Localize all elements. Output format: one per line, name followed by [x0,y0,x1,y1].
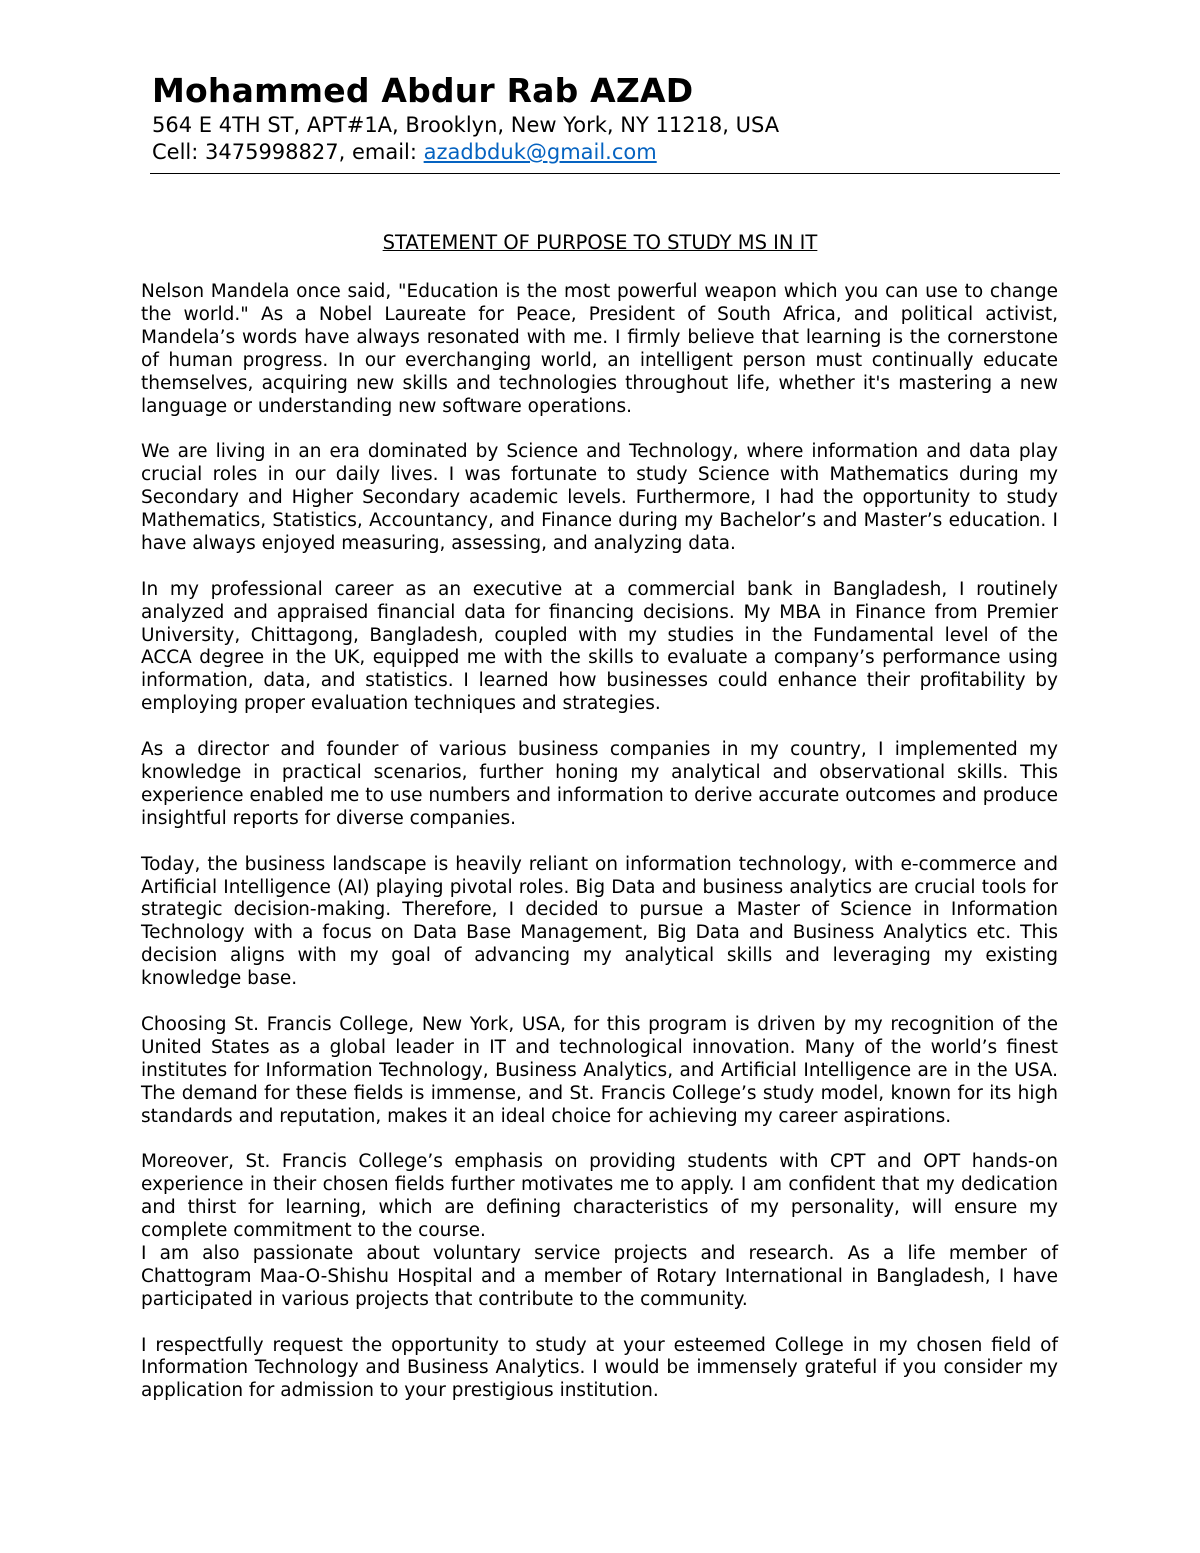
applicant-address: 564 E 4TH ST, APT#1A, Brooklyn, New York, NY 11218, USA [152,113,780,137]
document-title: STATEMENT OF PURPOSE TO STUDY MS IN IT [382,231,818,254]
letterhead [152,70,1060,166]
header-divider [150,173,1060,174]
applicant-name: Mohammed Abdur Rab AZAD [152,71,694,110]
paragraph-closing-request: I respectfully request the opportunity to study at your esteemed College in my chosen field of Information Technology and Business Analytics. I would be immensely grateful if you consider my application for admission to your prestigious institution. [141,1334,1058,1402]
paragraph-business-landscape: Today, the business landscape is heavily reliant on information technology, with e-commerce and Artificial Intelligence (AI) playing pivotal roles. Big Data and business analytics are crucial tools for strategic decision-making. Therefore, I decided to pursue a Master of Science in Information Technology with a focus on Data Base Management, Big Data and Business Analytics etc. This decision aligns with my goal of advancing my analytical skills and leveraging my existing knowledge base. [141,853,1058,990]
paragraph-professional-career: In my professional career as an executive at a commercial bank in Bangladesh, I routinely analyzed and appraised financial data for financing decisions. My MBA in Finance from Premier University, Chittagong, Bangladesh, coupled with my studies in the Fundamental level of the ACCA degree in the UK, equipped me with the skills to evaluate a company’s performance using information, data, and statistics. I learned how businesses could enhance their profitability by employing proper evaluation techniques and strategies. [141,578,1058,715]
email-link[interactable]: azadbduk@gmail.com [423,140,657,164]
paragraph-mandela-quote: Nelson Mandela once said, "Education is the most powerful weapon which you can use to change the world." As a Nobel Laureate for Peace, President of South Africa, and political activist, Mandela’s words have always resonated with me. I firmly believe that learning is the cornerstone of human progress. In our everchanging world, an intelligent person must continually educate themselves, acquiring new skills and technologies throughout life, whether it's mastering a new language or understanding new software operations. [141,281,1058,417]
document-body [141,281,1058,1426]
paragraph-choosing-college: Choosing St. Francis College, New York, USA, for this program is driven by my recognition of the United States as a global leader in IT and technological innovation. Many of the world’s finest institutes for Information Technology, Business Analytics, and Artificial Intelligence are in the USA. The demand for these fields is immense, and St. Francis College’s study model, known for its high standards and reputation, makes it an ideal choice for achieving my career aspirations. [141,1013,1058,1127]
applicant-contact [152,139,1060,166]
contact-prefix: Cell: 3475998827, email: [152,140,424,164]
paragraph-director-founder: As a director and founder of various business companies in my country, I implemented my knowledge in practical scenarios, further honing my analytical and observational skills. This experience enabled me to use numbers and information to derive accurate outcomes and produce insightful reports for diverse companies. [141,739,1058,829]
paragraph-cpt-opt: Moreover, St. Francis College’s emphasis on providing students with CPT and OPT hands-on experience in their chosen fields further motivates me to apply. I am confident that my dedication and thirst for learning, which are defining characteristics of my personality, will ensure my complete commitment to the course. [141,1151,1058,1242]
paragraph-voluntary-service: I am also passionate about voluntary service projects and research. As a life member of Chattogram Maa-O-Shishu Hospital and a member of Rotary International in Bangladesh, I have participated in various projects that contribute to the community. [141,1242,1058,1310]
paragraph-science-technology: We are living in an era dominated by Science and Technology, where information and data play crucial roles in our daily lives. I was fortunate to study Science with Mathematics during my Secondary and Higher Secondary academic levels. Furthermore, I had the opportunity to study Mathematics, Statistics, Accountancy, and Finance during my Bachelor’s and Master’s education. I have always enjoyed measuring, assessing, and analyzing data. [141,441,1058,554]
